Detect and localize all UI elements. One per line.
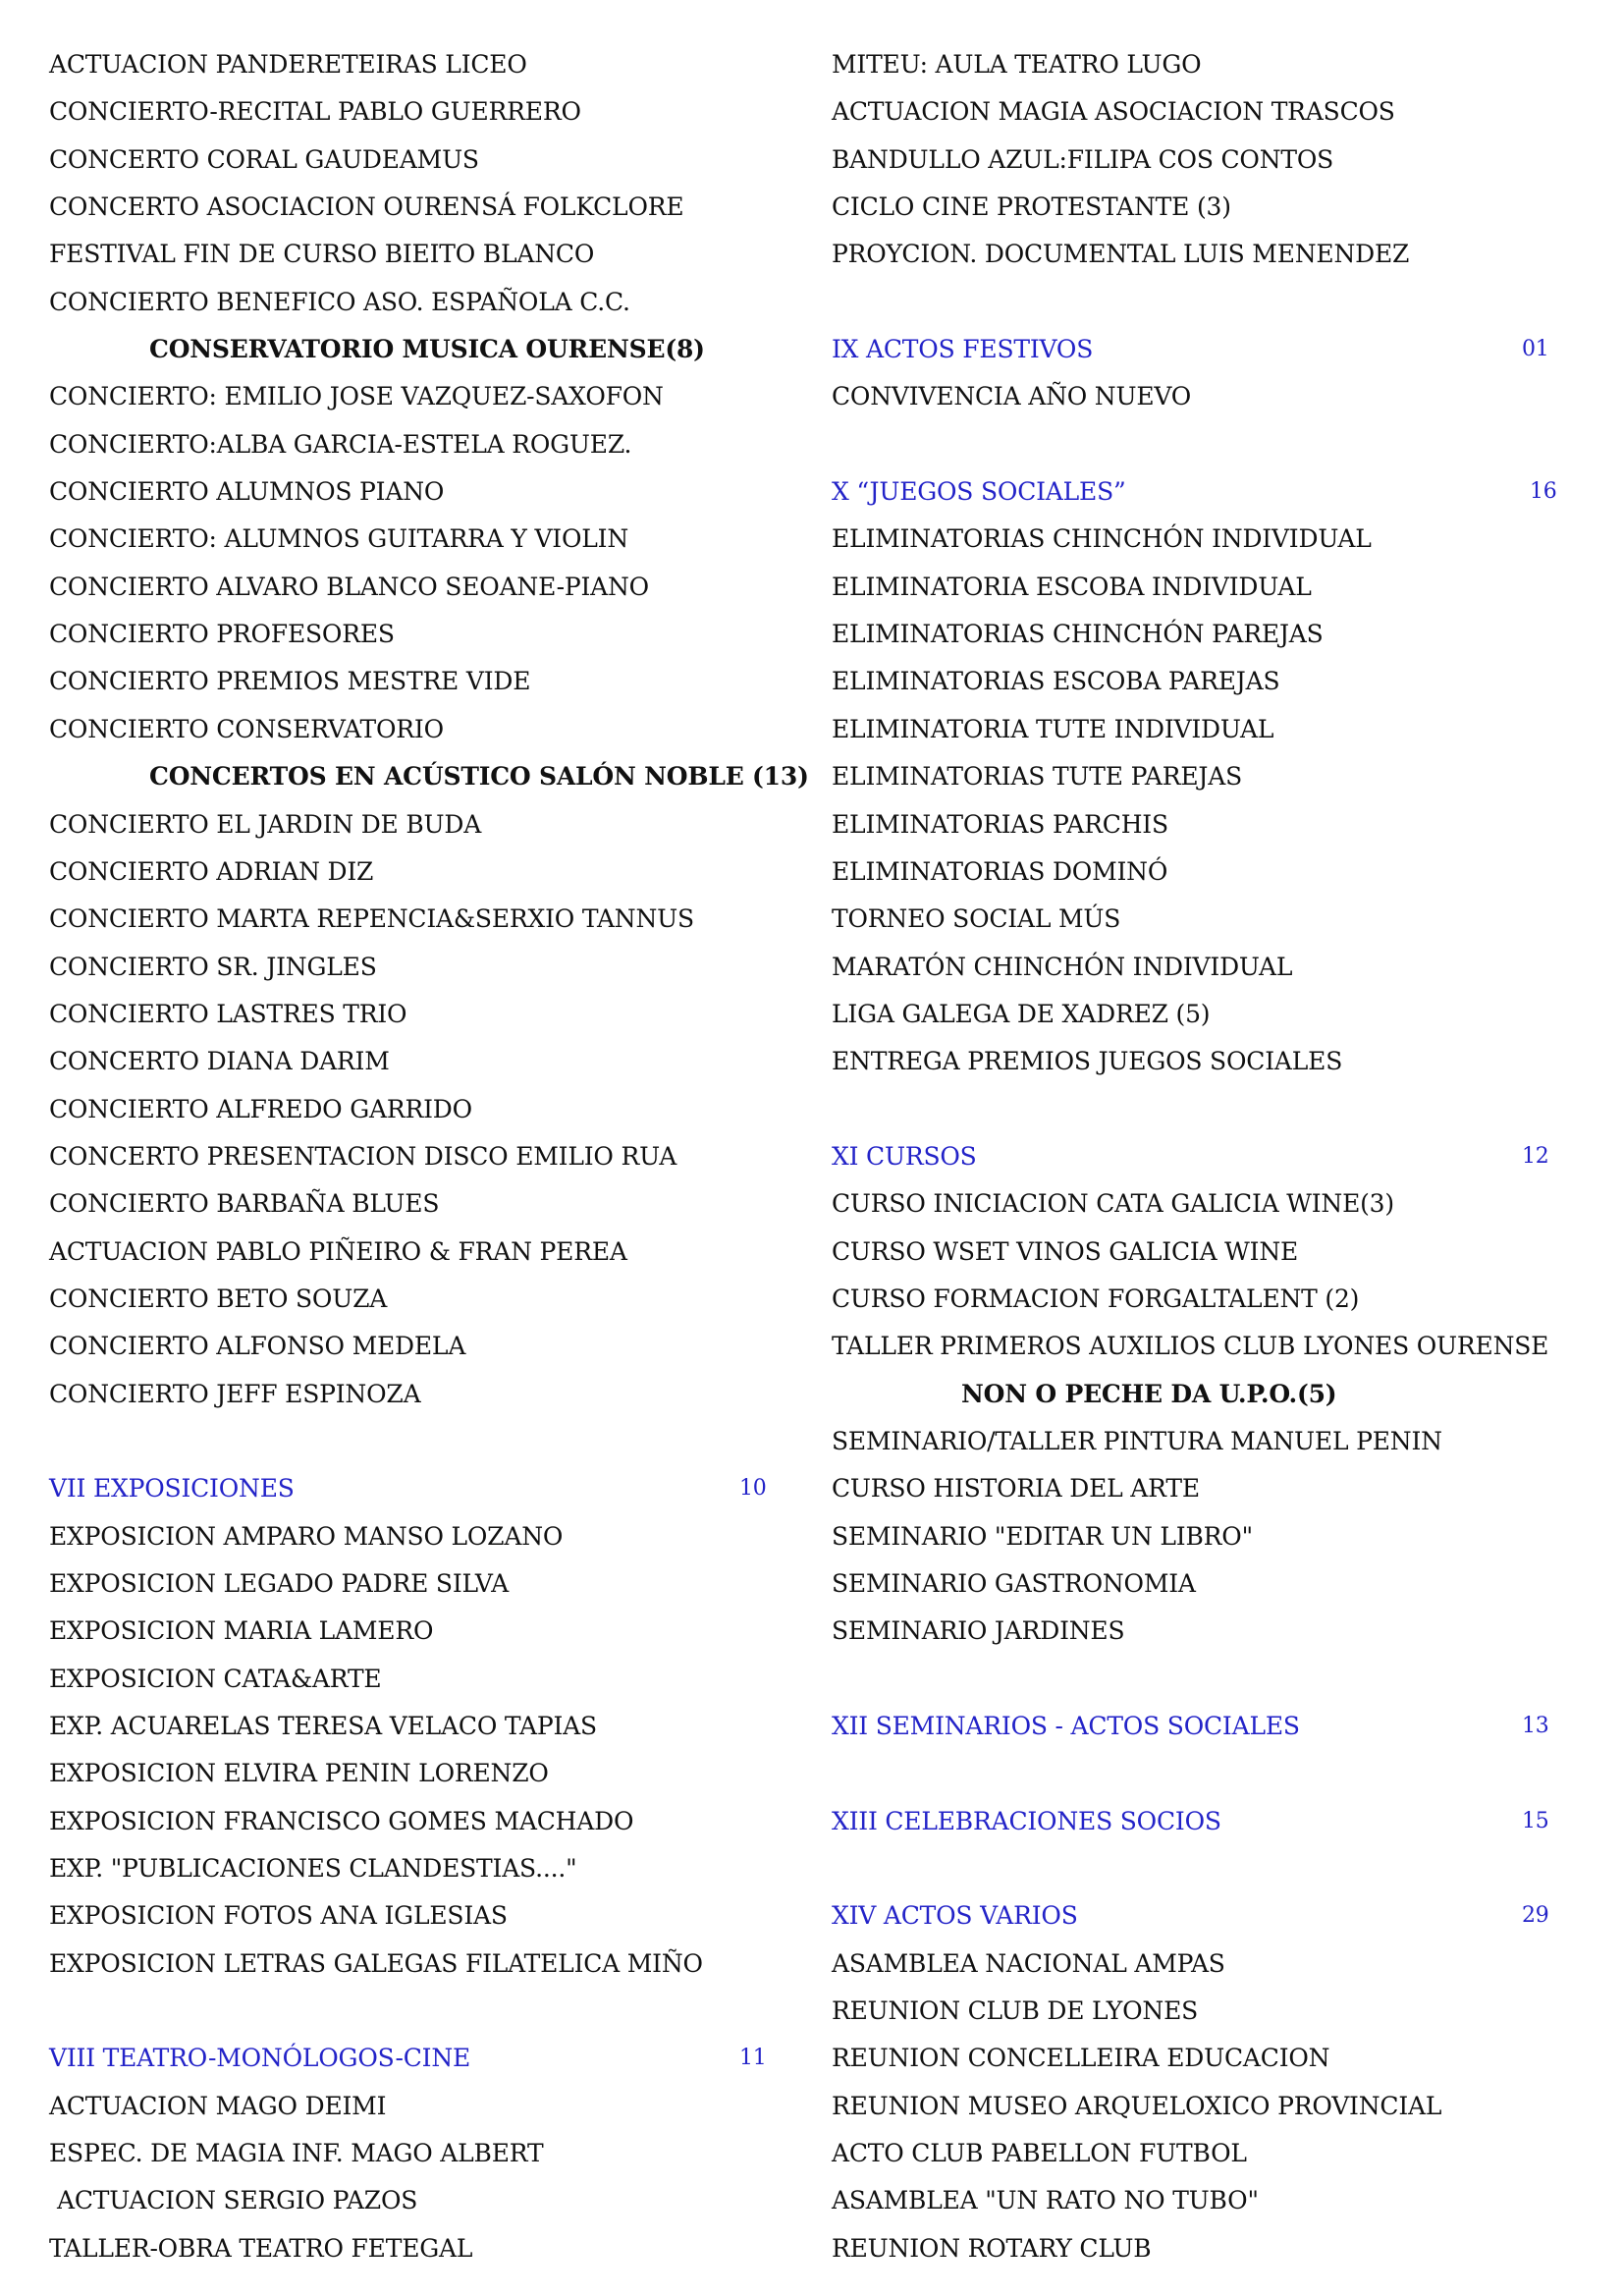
list-item (49, 184, 781, 231)
list-item-text: CURSO WSET VINOS GALICIA WINE (832, 1236, 1299, 1266)
list-item (49, 1276, 781, 1323)
section-count: 12 (1522, 1143, 1549, 1169)
list-item-text: ACTUACION PANDERETEIRAS LICEO (49, 50, 527, 79)
list-item-text: EXP. ACUARELAS TERESA VELACO TAPIAS (49, 1712, 597, 1741)
blank-line (832, 421, 1617, 468)
list-item-text: ELIMINATORIAS TUTE PAREJAS (832, 762, 1243, 792)
list-item-text: LIGA GALEGA DE XADREZ (5) (832, 999, 1211, 1028)
list-item-text: ELIMINATORIAS PARCHIS (832, 809, 1168, 839)
list-item (49, 658, 781, 705)
list-item-text: ACTUACION PABLO PIÑEIRO & FRAN PEREA (49, 1236, 627, 1266)
list-item (832, 1038, 1617, 1085)
list-item-text: CONCERTO DIANA DARIM (49, 1047, 390, 1076)
list-item-text: CONCIERTO:ALBA GARCIA-ESTELA ROGUEZ. (49, 429, 632, 459)
list-item-text: ELIMINATORIAS CHINCHÓN PAREJAS (832, 620, 1324, 649)
section-heading-label: XIV ACTOS VARIOS (832, 1901, 1078, 1931)
list-item (49, 468, 781, 516)
list-item-text: CONCERTO ASOCIACION OURENSÁ FOLKCLORE (49, 192, 684, 222)
list-item-text: CONCIERTO LASTRES TRIO (49, 999, 407, 1028)
list-item-text: TORNEO SOCIAL MÚS (832, 904, 1121, 934)
list-item-text: ACTUACION MAGIA ASOCIACION TRASCOS (832, 97, 1395, 127)
list-item (832, 2083, 1617, 2130)
list-item (832, 896, 1617, 943)
list-item-text: MARATÓN CHINCHÓN INDIVIDUAL (832, 952, 1293, 981)
list-item-text: CONCIERTO ADRIAN DIZ (49, 856, 374, 886)
list-item (49, 279, 781, 326)
list-item (832, 2035, 1617, 2082)
list-item-text: CONVIVENCIA AÑO NUEVO (832, 382, 1192, 411)
list-item-text: ELIMINATORIAS DOMINÓ (832, 856, 1168, 886)
list-item (832, 1941, 1617, 1988)
list-item-text: ASAMBLEA NACIONAL AMPAS (832, 1948, 1225, 1978)
list-item (49, 2130, 781, 2177)
blank-line (49, 1418, 781, 1465)
list-item (832, 611, 1617, 658)
list-item-text: CONCIERTO PREMIOS MESTRE VIDE (49, 667, 531, 696)
list-item-text: CURSO HISTORIA DEL ARTE (832, 1474, 1200, 1503)
list-item-text: CONCERTO CORAL GAUDEAMUS (49, 144, 479, 174)
list-item (49, 516, 781, 563)
list-item-text: CONCIERTO SR. JINGLES (49, 952, 377, 981)
list-item-text: SEMINARIO "EDITAR UN LIBRO" (832, 1521, 1253, 1551)
list-item-text: CONCIERTO ALVARO BLANCO SEOANE-PIANO (49, 572, 649, 601)
list-item (832, 801, 1617, 848)
list-item (49, 41, 781, 88)
list-item-text: EXPOSICION MARIA LAMERO (49, 1616, 434, 1646)
list-item (832, 706, 1617, 753)
list-item-text: REUNION MUSEO ARQUELOXICO PROVINCIAL (832, 2091, 1442, 2120)
section-count: 16 (1530, 479, 1557, 505)
blank-line (832, 1086, 1617, 1133)
list-item-text: CONCIERTO BARBAÑA BLUES (49, 1189, 440, 1219)
list-item (49, 137, 781, 184)
list-item-text: EXPOSICION LETRAS GALEGAS FILATELICA MIÑO (49, 1948, 703, 1978)
list-item-text: REUNION CLUB DE LYONES (832, 1996, 1199, 2026)
section-heading-viii-teatro-monologos-cine (49, 2035, 781, 2082)
section-heading-label: X “JUEGOS SOCIALES” (832, 477, 1126, 507)
section-count: 10 (739, 1476, 767, 1502)
list-item-text: CICLO CINE PROTESTANTE (3) (832, 192, 1231, 222)
subsection-title-conservatorio-musica-ourense-8 (49, 326, 781, 373)
list-item-text: ESPEC. DE MAGIA INF. MAGO ALBERT (49, 2139, 544, 2168)
section-heading-xii-seminarios-actos-sociales (832, 1703, 1617, 1750)
section-count: 15 (1522, 1808, 1549, 1833)
list-item-text: EXPOSICION FRANCISCO GOMES MACHADO (49, 1806, 634, 1835)
list-item-text: CONCIERTO BETO SOUZA (49, 1284, 388, 1313)
list-item (832, 1276, 1617, 1323)
list-item-text: EXPOSICION ELVIRA PENIN LORENZO (49, 1759, 549, 1788)
left-column (49, 41, 809, 2272)
list-item (49, 1086, 781, 1133)
section-heading-vii-exposiciones (49, 1465, 781, 1512)
list-item (49, 2083, 781, 2130)
section-count: 13 (1522, 1714, 1549, 1739)
list-item (832, 1608, 1617, 1655)
list-item (832, 88, 1617, 136)
list-item (832, 1513, 1617, 1560)
list-item-text: ENTREGA PREMIOS JUEGOS SOCIALES (832, 1047, 1343, 1076)
list-item (49, 564, 781, 611)
list-item-text: ASAMBLEA "UN RATO NO TUBO" (832, 2186, 1259, 2215)
blank-line (49, 1988, 781, 2035)
list-item (49, 1845, 781, 1892)
list-item (832, 564, 1617, 611)
list-item (832, 753, 1617, 800)
list-item-text: ELIMINATORIAS ESCOBA PAREJAS (832, 667, 1280, 696)
list-item (832, 41, 1617, 88)
list-item (832, 658, 1617, 705)
list-item-text: CONCIERTO MARTA REPENCIA&SERXIO TANNUS (49, 904, 694, 934)
list-item (49, 1513, 781, 1560)
list-item (49, 1323, 781, 1370)
list-item (49, 944, 781, 991)
subsection-title-concertos-en-acustico-salon-noble-13 (49, 753, 809, 800)
section-heading-label: VIII TEATRO-MONÓLOGOS-CINE (49, 2044, 471, 2073)
list-item-text: CONCIERTO JEFF ESPINOZA (49, 1379, 421, 1408)
list-item (832, 184, 1617, 231)
list-item-text: ACTUACION MAGO DEIMI (49, 2091, 387, 2120)
list-item (832, 2225, 1617, 2272)
section-heading-ix-actos-festivos (832, 326, 1617, 373)
list-item-text: REUNION ROTARY CLUB (832, 2233, 1152, 2263)
list-item (832, 848, 1617, 896)
list-item (49, 1133, 781, 1180)
list-item-text: BANDULLO AZUL:FILIPA COS CONTOS (832, 144, 1334, 174)
list-item (49, 2177, 781, 2224)
list-item (49, 1608, 781, 1655)
list-item-text: CONCIERTO ALFREDO GARRIDO (49, 1094, 472, 1123)
list-item-text: FESTIVAL FIN DE CURSO BIEITO BLANCO (49, 240, 595, 269)
list-item (49, 1560, 781, 1608)
list-item (832, 1180, 1617, 1228)
list-item (832, 991, 1617, 1038)
list-item-text: EXPOSICION CATA&ARTE (49, 1664, 382, 1693)
list-item (49, 611, 781, 658)
section-heading-label: XIII CELEBRACIONES SOCIOS (832, 1806, 1221, 1835)
blank-line (832, 1845, 1617, 1892)
list-item (832, 373, 1617, 420)
list-item (832, 1560, 1617, 1608)
list-item-text: PROYCION. DOCUMENTAL LUIS MENENDEZ (832, 240, 1410, 269)
list-item (832, 2130, 1617, 2177)
subsection-title-non-o-peche-da-u-p-o-5 (832, 1371, 1617, 1418)
blank-line (832, 1656, 1617, 1703)
list-item (49, 1038, 781, 1085)
list-item-text: EXPOSICION FOTOS ANA IGLESIAS (49, 1901, 508, 1931)
list-item-text: ELIMINATORIA TUTE INDIVIDUAL (832, 714, 1274, 743)
list-item (832, 944, 1617, 991)
list-item-text: CONCIERTO-RECITAL PABLO GUERRERO (49, 97, 581, 127)
section-heading-label: XI CURSOS (832, 1141, 977, 1171)
section-heading-label: XII SEMINARIOS - ACTOS SOCIALES (832, 1712, 1300, 1741)
subsection-title-label: CONSERVATORIO MUSICA OURENSE(8) (149, 335, 705, 364)
section-heading-xi-cursos (832, 1133, 1617, 1180)
right-column (832, 41, 1617, 2272)
list-item-text: CONCIERTO PROFESORES (49, 620, 395, 649)
list-item-text: CONCIERTO ALUMNOS PIANO (49, 477, 445, 507)
section-count: 11 (739, 2046, 767, 2071)
list-item-text: SEMINARIO JARDINES (832, 1616, 1125, 1646)
list-item-text: MITEU: AULA TEATRO LUGO (832, 50, 1202, 79)
list-item-text: CONCERTO PRESENTACION DISCO EMILIO RUA (49, 1141, 677, 1171)
list-item (49, 2225, 781, 2272)
list-item-text: TALLER-OBRA TEATRO FETEGAL (49, 2233, 473, 2263)
list-item (49, 1941, 781, 1988)
list-item (49, 706, 781, 753)
list-item-text: EXP. "PUBLICACIONES CLANDESTIAS...." (49, 1854, 577, 1884)
section-count: 29 (1522, 1903, 1549, 1929)
list-item-text: CONCIERTO: ALUMNOS GUITARRA Y VIOLIN (49, 524, 629, 554)
list-item-text: ACTUACION SERGIO PAZOS (57, 2186, 418, 2215)
list-item-text: CONCIERTO CONSERVATORIO (49, 714, 444, 743)
list-item-text: ELIMINATORIA ESCOBA INDIVIDUAL (832, 572, 1312, 601)
section-heading-x-juegos-sociales (832, 468, 1617, 516)
section-heading-label: VII EXPOSICIONES (49, 1474, 295, 1503)
list-item-text: REUNION CONCELLEIRA EDUCACION (832, 2044, 1330, 2073)
list-item (49, 991, 781, 1038)
list-item (49, 1703, 781, 1750)
list-item (832, 1229, 1617, 1276)
list-item-text: CONCIERTO BENEFICO ASO. ESPAÑOLA C.C. (49, 287, 630, 316)
list-item (832, 231, 1617, 278)
list-item-text: ELIMINATORIAS CHINCHÓN INDIVIDUAL (832, 524, 1372, 554)
list-item (49, 1798, 781, 1845)
list-item-text: CONCIERTO EL JARDIN DE BUDA (49, 809, 482, 839)
list-item (49, 801, 781, 848)
list-item (49, 231, 781, 278)
section-count: 01 (1522, 337, 1549, 362)
list-item (49, 1892, 781, 1940)
list-item-text: SEMINARIO/TALLER PINTURA MANUEL PENIN (832, 1426, 1442, 1455)
list-item-text: TALLER PRIMEROS AUXILIOS CLUB LYONES OURENSE (832, 1332, 1549, 1361)
list-item (49, 1180, 781, 1228)
list-item-text: EXPOSICION AMPARO MANSO LOZANO (49, 1521, 564, 1551)
list-item (49, 373, 781, 420)
list-item-text: EXPOSICION LEGADO PADRE SILVA (49, 1569, 509, 1598)
list-item-text: ACTO CLUB PABELLON FUTBOL (832, 2139, 1247, 2168)
list-item-text: CURSO INICIACION CATA GALICIA WINE(3) (832, 1189, 1394, 1219)
list-item-text: CONCIERTO ALFONSO MEDELA (49, 1332, 466, 1361)
list-item-text: CURSO FORMACION FORGALTALENT (2) (832, 1284, 1360, 1313)
list-item (49, 896, 781, 943)
blank-line (832, 1750, 1617, 1797)
list-item (832, 1418, 1617, 1465)
list-item (49, 88, 781, 136)
list-item (832, 1988, 1617, 2035)
list-item (832, 2177, 1617, 2224)
list-item (832, 1323, 1617, 1370)
section-heading-xiv-actos-varios (832, 1892, 1617, 1940)
section-heading-label: IX ACTOS FESTIVOS (832, 335, 1094, 364)
list-item-text: SEMINARIO GASTRONOMIA (832, 1569, 1196, 1598)
list-item (49, 421, 781, 468)
list-item (49, 1656, 781, 1703)
list-item (49, 1229, 781, 1276)
subsection-title-label: CONCERTOS EN ACÚSTICO SALÓN NOBLE (13) (149, 762, 809, 792)
subsection-title-label: NON O PECHE DA U.P.O.(5) (961, 1379, 1337, 1408)
list-item-text: CONCIERTO: EMILIO JOSE VAZQUEZ-SAXOFON (49, 382, 664, 411)
list-item (832, 137, 1617, 184)
list-item (49, 1371, 781, 1418)
list-item (49, 1750, 781, 1797)
list-item (832, 516, 1617, 563)
list-item (832, 1465, 1617, 1512)
blank-line (832, 279, 1617, 326)
section-heading-xiii-celebraciones-socios (832, 1798, 1617, 1845)
list-item (49, 848, 781, 896)
